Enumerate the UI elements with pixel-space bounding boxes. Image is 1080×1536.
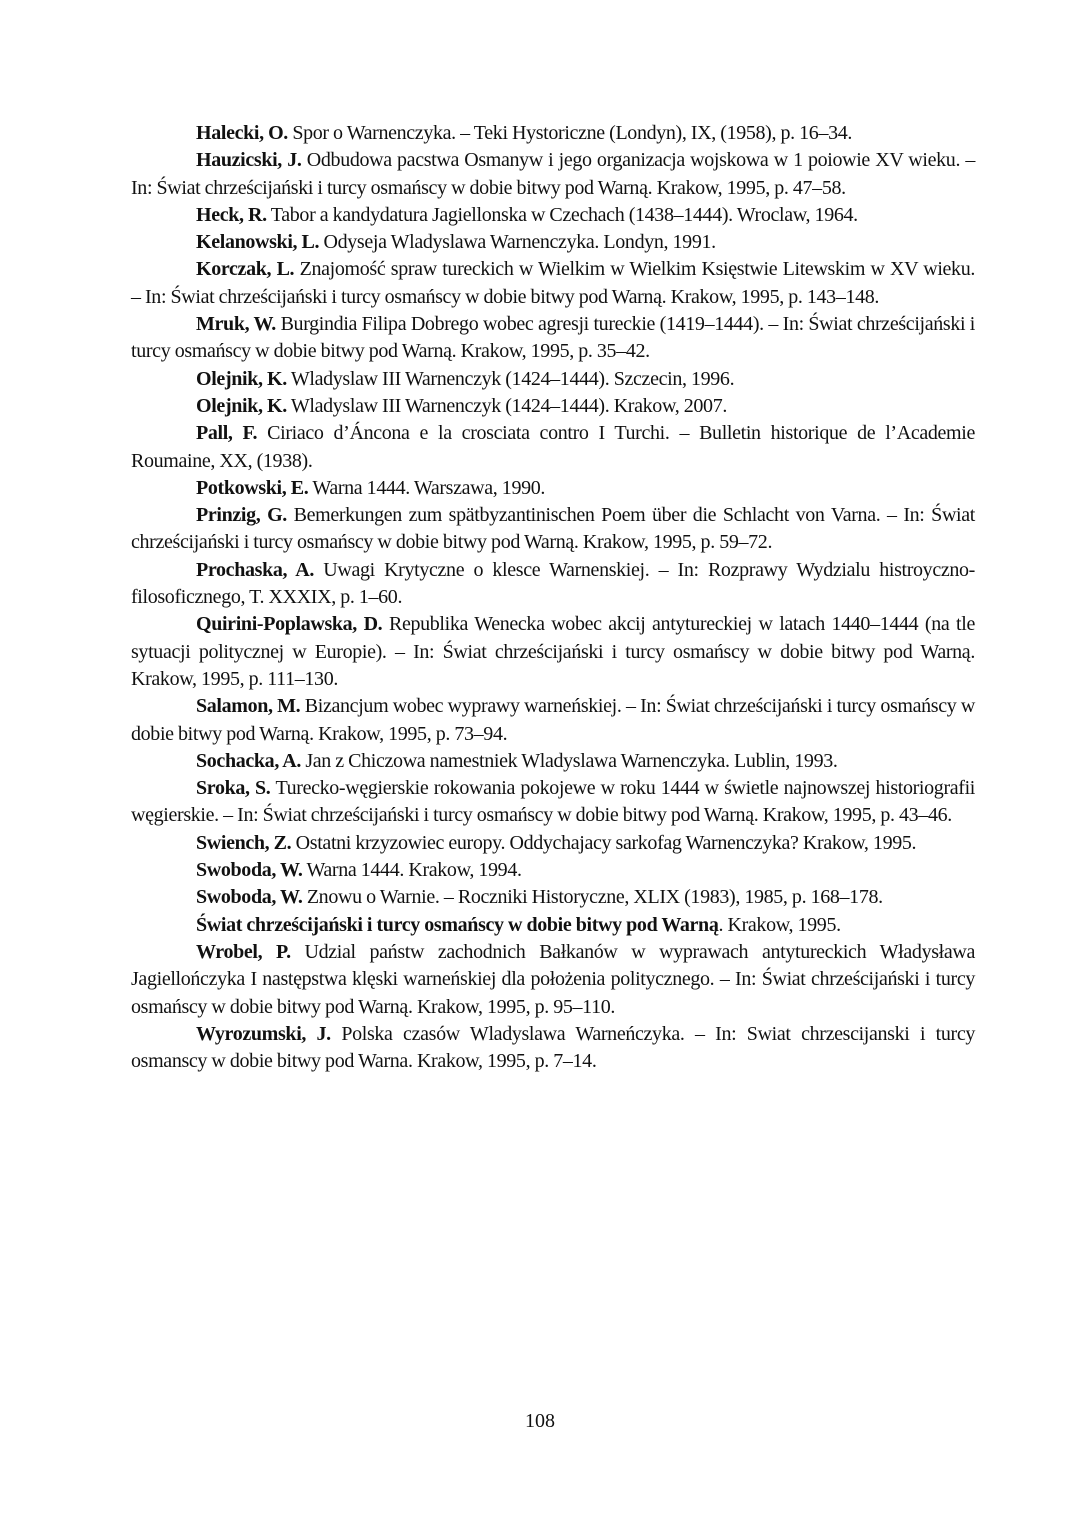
entry-text: Znowu o Warnie. – Roczniki Historyczne, XLIX (1983), 1985, p. 168–178.: [302, 886, 883, 909]
bibliography-entry: [131, 557, 975, 612]
bibliography-list: [131, 120, 975, 1075]
entry-text: . Krakow, 1995.: [718, 913, 841, 936]
bibliography-entry: [131, 120, 975, 147]
bibliography-entry: [131, 256, 975, 311]
bibliography-entry: [131, 611, 975, 693]
bibliography-entry: [131, 1021, 975, 1076]
entry-text: Republika Wenecka wobec akcij antytureckiej w latach 1440–1444 (na tle sytuacji politycznej w Europie). – In: Świat chrześcijański i turcy osmańscy w dobie bitwy pod Warną. Krakow, 1995, p. 111–130.: [131, 613, 975, 690]
bibliography-entry: [131, 311, 975, 366]
entry-text: Ciriaco d’Áncona e la crosciata contro I Turchi. – Bulletin historique de l’Academie Roumaine, XX, (1938).: [131, 422, 975, 472]
bibliography-entry: [131, 693, 975, 748]
entry-author: Sroka, S.: [196, 777, 271, 800]
entry-text: Bemerkungen zum spätbyzantinischen Poem über die Schlacht von Varna. – In: Świat chrześcijański i turcy osmańscy w dobie bitwy pod Warną. Krakow, 1995, p. 59–72.: [131, 504, 975, 554]
bibliography-entry: [131, 830, 975, 857]
entry-text: Jan z Chiczowa namestniek Wladyslawa Warnenczyka. Lublin, 1993.: [300, 749, 838, 772]
bibliography-entry: [131, 393, 975, 420]
entry-text: Turecko-węgierskie rokowania pokojewe w roku 1444 w świetle najnowszej historiografii węgierskie. – In: Świat chrześcijański i turcy osmańscy w dobie bitwy pod Warną. Krakow, 1995, p. 43–46.: [131, 777, 975, 827]
entry-text: Odyseja Wladyslawa Warnenczyka. Londyn, 1991.: [319, 231, 716, 254]
entry-author: Korczak, L.: [196, 258, 295, 281]
bibliography-entry: [131, 229, 975, 256]
entry-author: Swoboda, W.: [196, 859, 303, 882]
entry-text: Warna 1444. Krakow, 1994.: [302, 859, 522, 882]
entry-author: Olejnik, K.: [196, 367, 287, 390]
entry-author: Salamon, M.: [196, 695, 301, 718]
entry-text: Polska czasów Wladyslawa Warneńczyka. – In: Swiat chrzescijanski i turcy osmanscy w dobie bitwy pod Warna. Krakow, 1995, p. 7–14.: [131, 1022, 975, 1073]
bibliography-entry: [131, 147, 975, 202]
page-number: 108: [525, 1410, 555, 1432]
bibliography-entry: [131, 502, 975, 557]
entry-author: Olejnik, K.: [196, 394, 287, 417]
entry-author: Potkowski, E.: [196, 476, 309, 499]
entry-text: Wladyslaw III Warnenczyk (1424–1444). Szczecin, 1996.: [286, 367, 735, 390]
entry-author: Wrobel, P.: [196, 940, 291, 963]
entry-author: Swiench, Z.: [196, 831, 292, 854]
entry-author: Halecki, O.: [196, 122, 288, 144]
entry-text: Spor o Warnenczyka. – Teki Hystoriczne (Londyn), IX, (1958), p. 16–34.: [287, 122, 853, 144]
entry-author: Prochaska, A.: [196, 558, 315, 581]
entry-author: Mruk, W.: [196, 313, 276, 336]
entry-author: Quirini-Poplawska, D.: [196, 613, 383, 636]
bibliography-entry: [131, 939, 975, 1021]
bibliography-entry: [131, 748, 975, 775]
bibliography-entry: [131, 775, 975, 830]
entry-text: Odbudowa pacstwa Osmanyw i jego organizacja wojskowa w 1 poiowie XV wieku. – In: Świat chrześcijański i turcy osmańscy w dobie bitwy pod Warną. Krakow, 1995, p. 47–58.: [131, 149, 976, 199]
entry-text: Bizancjum wobec wyprawy warneńskiej. – In: Świat chrześcijański i turcy osmańscy w dobie bitwy pod Warną. Krakow, 1995, p. 73–94.: [131, 695, 975, 745]
entry-text: Wladyslaw III Warnenczyk (1424–1444). Krakow, 2007.: [286, 394, 727, 417]
entry-author: Kelanowski, L.: [196, 231, 320, 254]
bibliography-entry: [131, 475, 975, 502]
entry-author: Pall, F.: [196, 422, 258, 445]
entry-author: Wyrozumski, J.: [196, 1022, 331, 1045]
entry-text: Warna 1444. Warszawa, 1990.: [308, 476, 546, 499]
entry-text: Znajomość spraw tureckich w Wielkim w Wielkim Księstwie Litewskim w XV wieku. – In: Świat chrześcijański i turcy osmańscy w dobie bitwy pod Warną. Krakow, 1995, p. 143–148.: [131, 258, 975, 308]
bibliography-entry: [131, 366, 975, 393]
entry-title-bold: Świat chrześcijański i turcy osmańscy w dobie bitwy pod Warną: [196, 913, 719, 936]
entry-author: Hauzicski, J.: [196, 149, 302, 172]
entry-text: Uwagi Krytyczne o klesce Warnenskiej. – In: Rozprawy Wydzialu histroyczno-filosoficznego, T. XXXIX, p. 1–60.: [131, 558, 975, 609]
entry-author: Sochacka, A.: [196, 749, 301, 772]
entry-author: Prinzig, G.: [196, 504, 287, 527]
entry-text: Ostatni krzyzowiec europy. Oddychajacy sarkofag Warnenczyka? Krakow, 1995.: [291, 831, 917, 854]
bibliography-entry: [131, 884, 975, 911]
entry-text: Tabor a kandydatura Jagiellonska w Czechach (1438–1444). Wroclaw, 1964.: [266, 203, 858, 226]
bibliography-entry: [131, 420, 975, 475]
bibliography-entry: [131, 202, 975, 229]
bibliography-entry: [131, 912, 975, 939]
entry-author: Swoboda, W.: [196, 886, 303, 909]
bibliography-entry: [131, 857, 975, 884]
entry-text: Burgindia Filipa Dobrego wobec agresji tureckie (1419–1444). – In: Świat chrześcijański i turcy osmańscy w dobie bitwy pod Warną. Krakow, 1995, p. 35–42.: [131, 313, 976, 363]
entry-author: Heck, R.: [196, 203, 267, 226]
entry-text: Udzial państw zachodnich Bałkanów w wyprawach antytureckich Władysława Jagiellończyka I następstwa klęski warneńskiej dla położenia politycznego. – In: Świat chrześcijański i turcy osmańscy w dobie bitwy pod Warną. Krakow, 1995, p. 95–110.: [131, 940, 976, 1018]
